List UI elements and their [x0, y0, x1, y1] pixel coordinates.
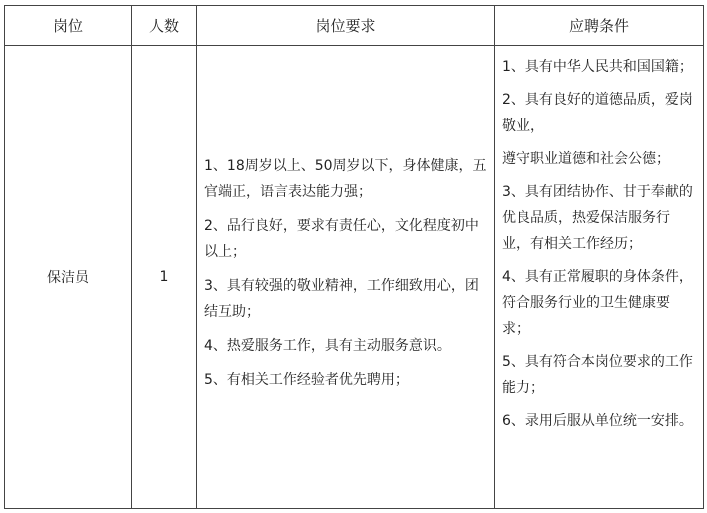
- condition-item: 2、具有良好的道德品质，爱岗敬业，: [502, 92, 693, 134]
- header-row: [5, 6, 704, 46]
- requirement-item: 2、品行良好，要求有责任心，文化程度初中以上；: [204, 218, 479, 260]
- requirement-item: 1、18周岁以上、50周岁以下，身体健康，五官端正，语言表达能力强；: [204, 158, 487, 200]
- condition-item: 3、具有团结协作、甘于奉献的优良品质，热爱保洁服务行业，有相关工作经历；: [502, 184, 693, 252]
- condition-item: 4、具有正常履职的身体条件，符合服务行业的卫生健康要求；: [502, 269, 693, 337]
- requirement-item: 4、热爱服务工作，具有主动服务意识。: [204, 338, 451, 354]
- condition-item: 5、具有符合本岗位要求的工作能力；: [502, 354, 693, 396]
- table-row: [5, 46, 704, 509]
- cell-count: 1: [132, 46, 197, 509]
- cell-position: 保洁员: [5, 46, 132, 509]
- requirement-item: 5、有相关工作经验者优先聘用；: [204, 372, 409, 388]
- header-requirements: 岗位要求: [197, 6, 495, 46]
- condition-item: 1、具有中华人民共和国国籍；: [502, 59, 693, 75]
- header-count: 人数: [132, 6, 197, 46]
- header-position: 岗位: [5, 6, 132, 46]
- header-conditions: 应聘条件: [495, 6, 704, 46]
- cell-conditions: [495, 46, 704, 509]
- recruitment-table: [4, 5, 704, 509]
- condition-item: 6、录用后服从单位统一安排。: [502, 413, 693, 429]
- condition-item: 遵守职业道德和社会公德；: [502, 151, 670, 167]
- requirement-item: 3、具有较强的敬业精神，工作细致用心，团结互助；: [204, 278, 479, 320]
- cell-requirements: [197, 46, 495, 509]
